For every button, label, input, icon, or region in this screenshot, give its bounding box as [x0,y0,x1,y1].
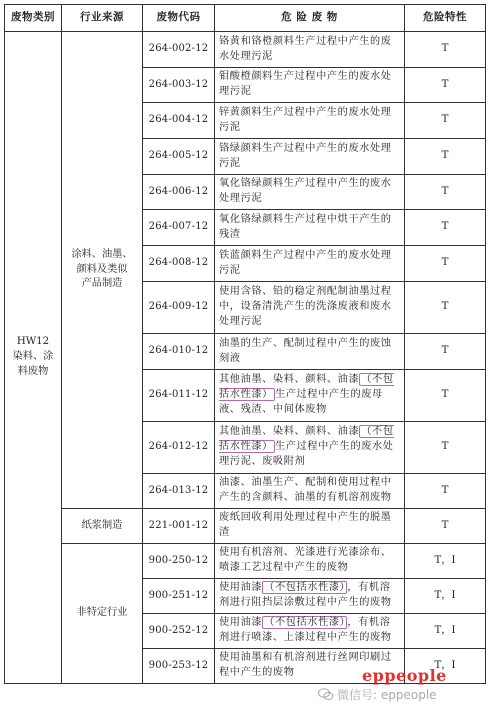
highlight-exclusion: （不包括水性漆） [219,374,394,401]
description-text: 使用有机溶剂、光漆进行光漆涂布、喷漆工艺过程中产生的废物 [219,547,392,573]
description-text: 生产过程中产生的废水处理污泥、废吸附剂 [219,441,394,467]
waste-code: 264-013-12 [143,474,215,509]
hazard-property: T [405,282,486,334]
header-code: 废物代码 [143,5,215,32]
description-text: ，有机溶剂进行喷漆、上漆过程中产生的废物 [219,617,392,643]
hazard-property: T [405,474,486,509]
header-category: 废物类别 [5,5,62,32]
header-row [5,5,486,32]
source-cell-nonspecific: 非特定行业 [62,544,143,684]
waste-code: 264-007-12 [143,210,215,246]
waste-code: 900-253-12 [143,649,215,684]
description-text: 废纸回收利用处理过程中产生的脱墨渣 [219,512,392,538]
waste-description [215,103,405,139]
waste-description [215,370,405,422]
category-cell: HW12 染料、涂 料废物 [5,32,62,684]
waste-code: 264-002-12 [143,32,215,68]
waste-code: 900-250-12 [143,544,215,579]
table-row [5,544,486,579]
description-text: 使用油漆 [219,617,263,629]
table-row [5,509,486,544]
description-text: 生产过程中产生的废母液、残渣、中间体废物 [219,389,383,415]
source-cell-paper: 纸浆制造 [62,509,143,544]
header-source: 行业来源 [62,5,143,32]
waste-description [215,509,405,544]
hazard-property: T [405,210,486,246]
hazard-property: T [405,175,486,210]
waste-code: 264-012-12 [143,422,215,474]
waste-description [215,175,405,210]
hazard-property: T，I [405,579,486,614]
waste-code: 264-006-12 [143,175,215,210]
description-text: 锌黄颜料生产过程中产生的废水处理污泥 [219,106,392,133]
description-text: 其他油墨、染料、颜料、油漆 [219,426,360,438]
waste-code: 900-252-12 [143,614,215,649]
description-text: 氧化铬绿颜料生产过程中产生的废水处理污泥 [219,178,392,204]
waste-description [215,579,405,614]
description-text: ，有机溶剂进行阻挡层涂敷过程中产生的废物 [219,582,392,608]
hazard-property: T，I [405,649,486,684]
waste-description [215,32,405,68]
waste-description [215,614,405,649]
hazard-property: T [405,509,486,544]
description-text: 氧化铬绿颜料生产过程中烘干产生的残渣 [219,213,392,240]
hazard-property: T [405,139,486,175]
hazard-property: T [405,334,486,370]
hazard-property: T [405,68,486,103]
highlight-exclusion: （不包括水性漆） [219,426,394,453]
description-text: 使用油墨和有机溶剂进行丝网印刷过程中产生的废物 [219,652,392,678]
hazard-property: T [405,32,486,68]
description-text: 油漆、油墨生产、配制和使用过程中产生的含颜料、油墨的有机溶剂废物 [219,477,392,503]
waste-code: 264-011-12 [143,370,215,422]
wechat-icon [318,688,334,701]
header-waste: 危 险 废 物 [215,5,405,32]
description-text: 钼酸橙颜料生产过程中产生的废水处理污泥 [219,71,392,97]
watermark-line [318,686,447,703]
description-text: 铬黄和铬橙颜料生产过程中产生的废水处理污泥 [219,35,392,62]
waste-description [215,282,405,334]
description-text: 使用油漆 [219,582,263,594]
highlight-exclusion: （不包括水性漆） [264,582,346,594]
description-text: 油墨的生产、配制过程中产生的废蚀刻液 [219,337,392,364]
hazard-property: T [405,370,486,422]
description-text: 其他油墨、染料、颜料、油漆 [219,374,360,386]
hazard-property: T，I [405,544,486,579]
description-text: 铬绿颜料生产过程中产生的废水处理污泥 [219,142,392,169]
waste-code: 264-004-12 [143,103,215,139]
watermark-text: 微信号: eppeople [337,688,437,702]
waste-code: 264-005-12 [143,139,215,175]
source-cell-coatings: 涂料、油墨、 颜料及类似 产品制造 [62,32,143,509]
waste-description [215,474,405,509]
highlight-exclusion: （不包括水性漆） [264,617,346,629]
waste-description [215,210,405,246]
header-hazard: 危险特性 [405,5,486,32]
waste-description [215,544,405,579]
waste-description [215,246,405,282]
waste-description [215,68,405,103]
hazardous-waste-table [4,4,486,684]
waste-code: 900-251-12 [143,579,215,614]
hazard-property: T [405,422,486,474]
waste-code: 264-010-12 [143,334,215,370]
table-row [5,32,486,68]
watermark-brand: eppeople [362,666,447,685]
waste-description [215,422,405,474]
hazard-property: T [405,246,486,282]
table-body [5,32,486,684]
waste-description [215,334,405,370]
waste-code: 264-003-12 [143,68,215,103]
waste-description [215,649,405,684]
hazard-property: T [405,103,486,139]
description-text: 铁蓝颜料生产过程中产生的废水处理污泥 [219,249,392,276]
waste-code: 264-008-12 [143,246,215,282]
waste-description [215,139,405,175]
waste-code: 264-009-12 [143,282,215,334]
description-text: 使用含铬、铅的稳定剂配制油墨过程中，设备清洗产生的洗涤废液和废水处理污泥 [219,286,392,327]
waste-code: 221-001-12 [143,509,215,544]
hazard-property: T，I [405,614,486,649]
